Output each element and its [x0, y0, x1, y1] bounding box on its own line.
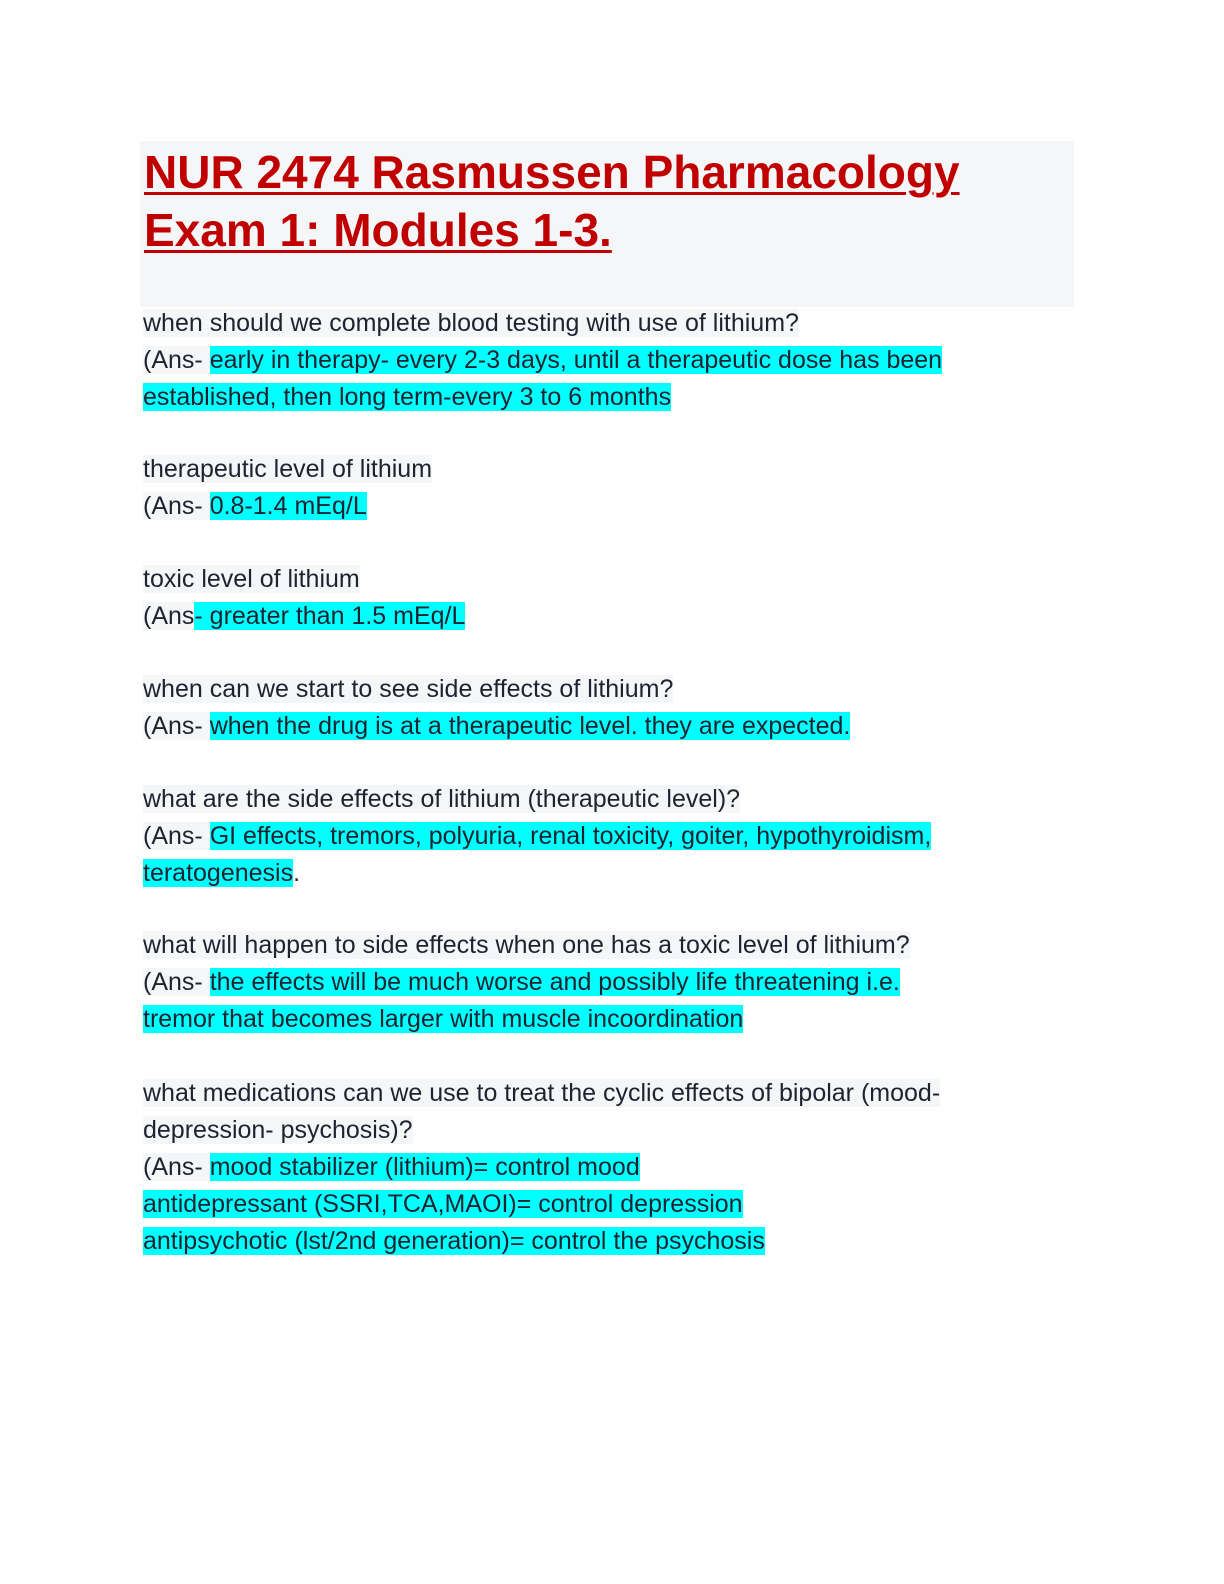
answer-prefix: (Ans- [143, 712, 210, 740]
question: what will happen to side effects when one has a toxic level of lithium? [143, 931, 910, 959]
answer-text: 0.8-1.4 mEq/L [209, 492, 367, 520]
title-line-2: Exam 1: Modules 1-3. [144, 204, 612, 256]
answer-prefix: (Ans- [143, 346, 210, 374]
answer-prefix: (Ans- [143, 822, 210, 850]
answer-prefix: (Ans [143, 602, 195, 630]
question: when can we start to see side effects of lithium? [143, 675, 674, 703]
qa-item-therapeutic-level [143, 451, 432, 525]
answer-text: early in therapy- every 2-3 days, until a therapeutic dose has been [209, 346, 943, 374]
question: toxic level of lithium [143, 565, 360, 593]
answer-text: GI effects, tremors, polyuria, renal toxicity, goiter, hypothyroidism, [209, 822, 932, 850]
qa-item-toxic-side-effects [143, 927, 910, 1038]
answer-text: mood stabilizer (lithium)= control mood [209, 1153, 640, 1181]
document-title [144, 143, 960, 259]
title-line-1: NUR 2474 Rasmussen Pharmacology [144, 146, 960, 198]
answer-text: antidepressant (SSRI,TCA,MAOI)= control depression [143, 1190, 743, 1218]
answer-text: tremor that becomes larger with muscle incoordination [143, 1005, 744, 1033]
answer-trailing: . [293, 859, 301, 887]
question: therapeutic level of lithium [143, 455, 433, 483]
question: depression- psychosis)? [143, 1116, 413, 1144]
answer-text: - greater than 1.5 mEq/L [194, 602, 466, 630]
answer-text: when the drug is at a therapeutic level. they are expected. [209, 712, 851, 740]
answer-text: established, then long term-every 3 to 6 months [143, 383, 672, 411]
answer-text: antipsychotic (lst/2nd generation)= control the psychosis [143, 1227, 765, 1255]
question: when should we complete blood testing with use of lithium? [143, 309, 799, 337]
answer-prefix: (Ans- [143, 968, 210, 996]
qa-item-side-effects-onset [143, 671, 850, 745]
qa-item-lithium-blood-testing [143, 305, 942, 416]
qa-item-toxic-level [143, 561, 465, 635]
answer-text: teratogenesis [143, 859, 294, 887]
question: what are the side effects of lithium (therapeutic level)? [143, 785, 741, 813]
qa-item-bipolar-medications [143, 1075, 940, 1260]
title-block [140, 141, 1074, 307]
question: what medications can we use to treat the cyclic effects of bipolar (mood- [143, 1079, 941, 1107]
qa-item-side-effects-list [143, 781, 931, 892]
answer-text: the effects will be much worse and possibly life threatening i.e. [209, 968, 900, 996]
answer-prefix: (Ans- [143, 492, 210, 520]
answer-prefix: (Ans- [143, 1153, 210, 1181]
